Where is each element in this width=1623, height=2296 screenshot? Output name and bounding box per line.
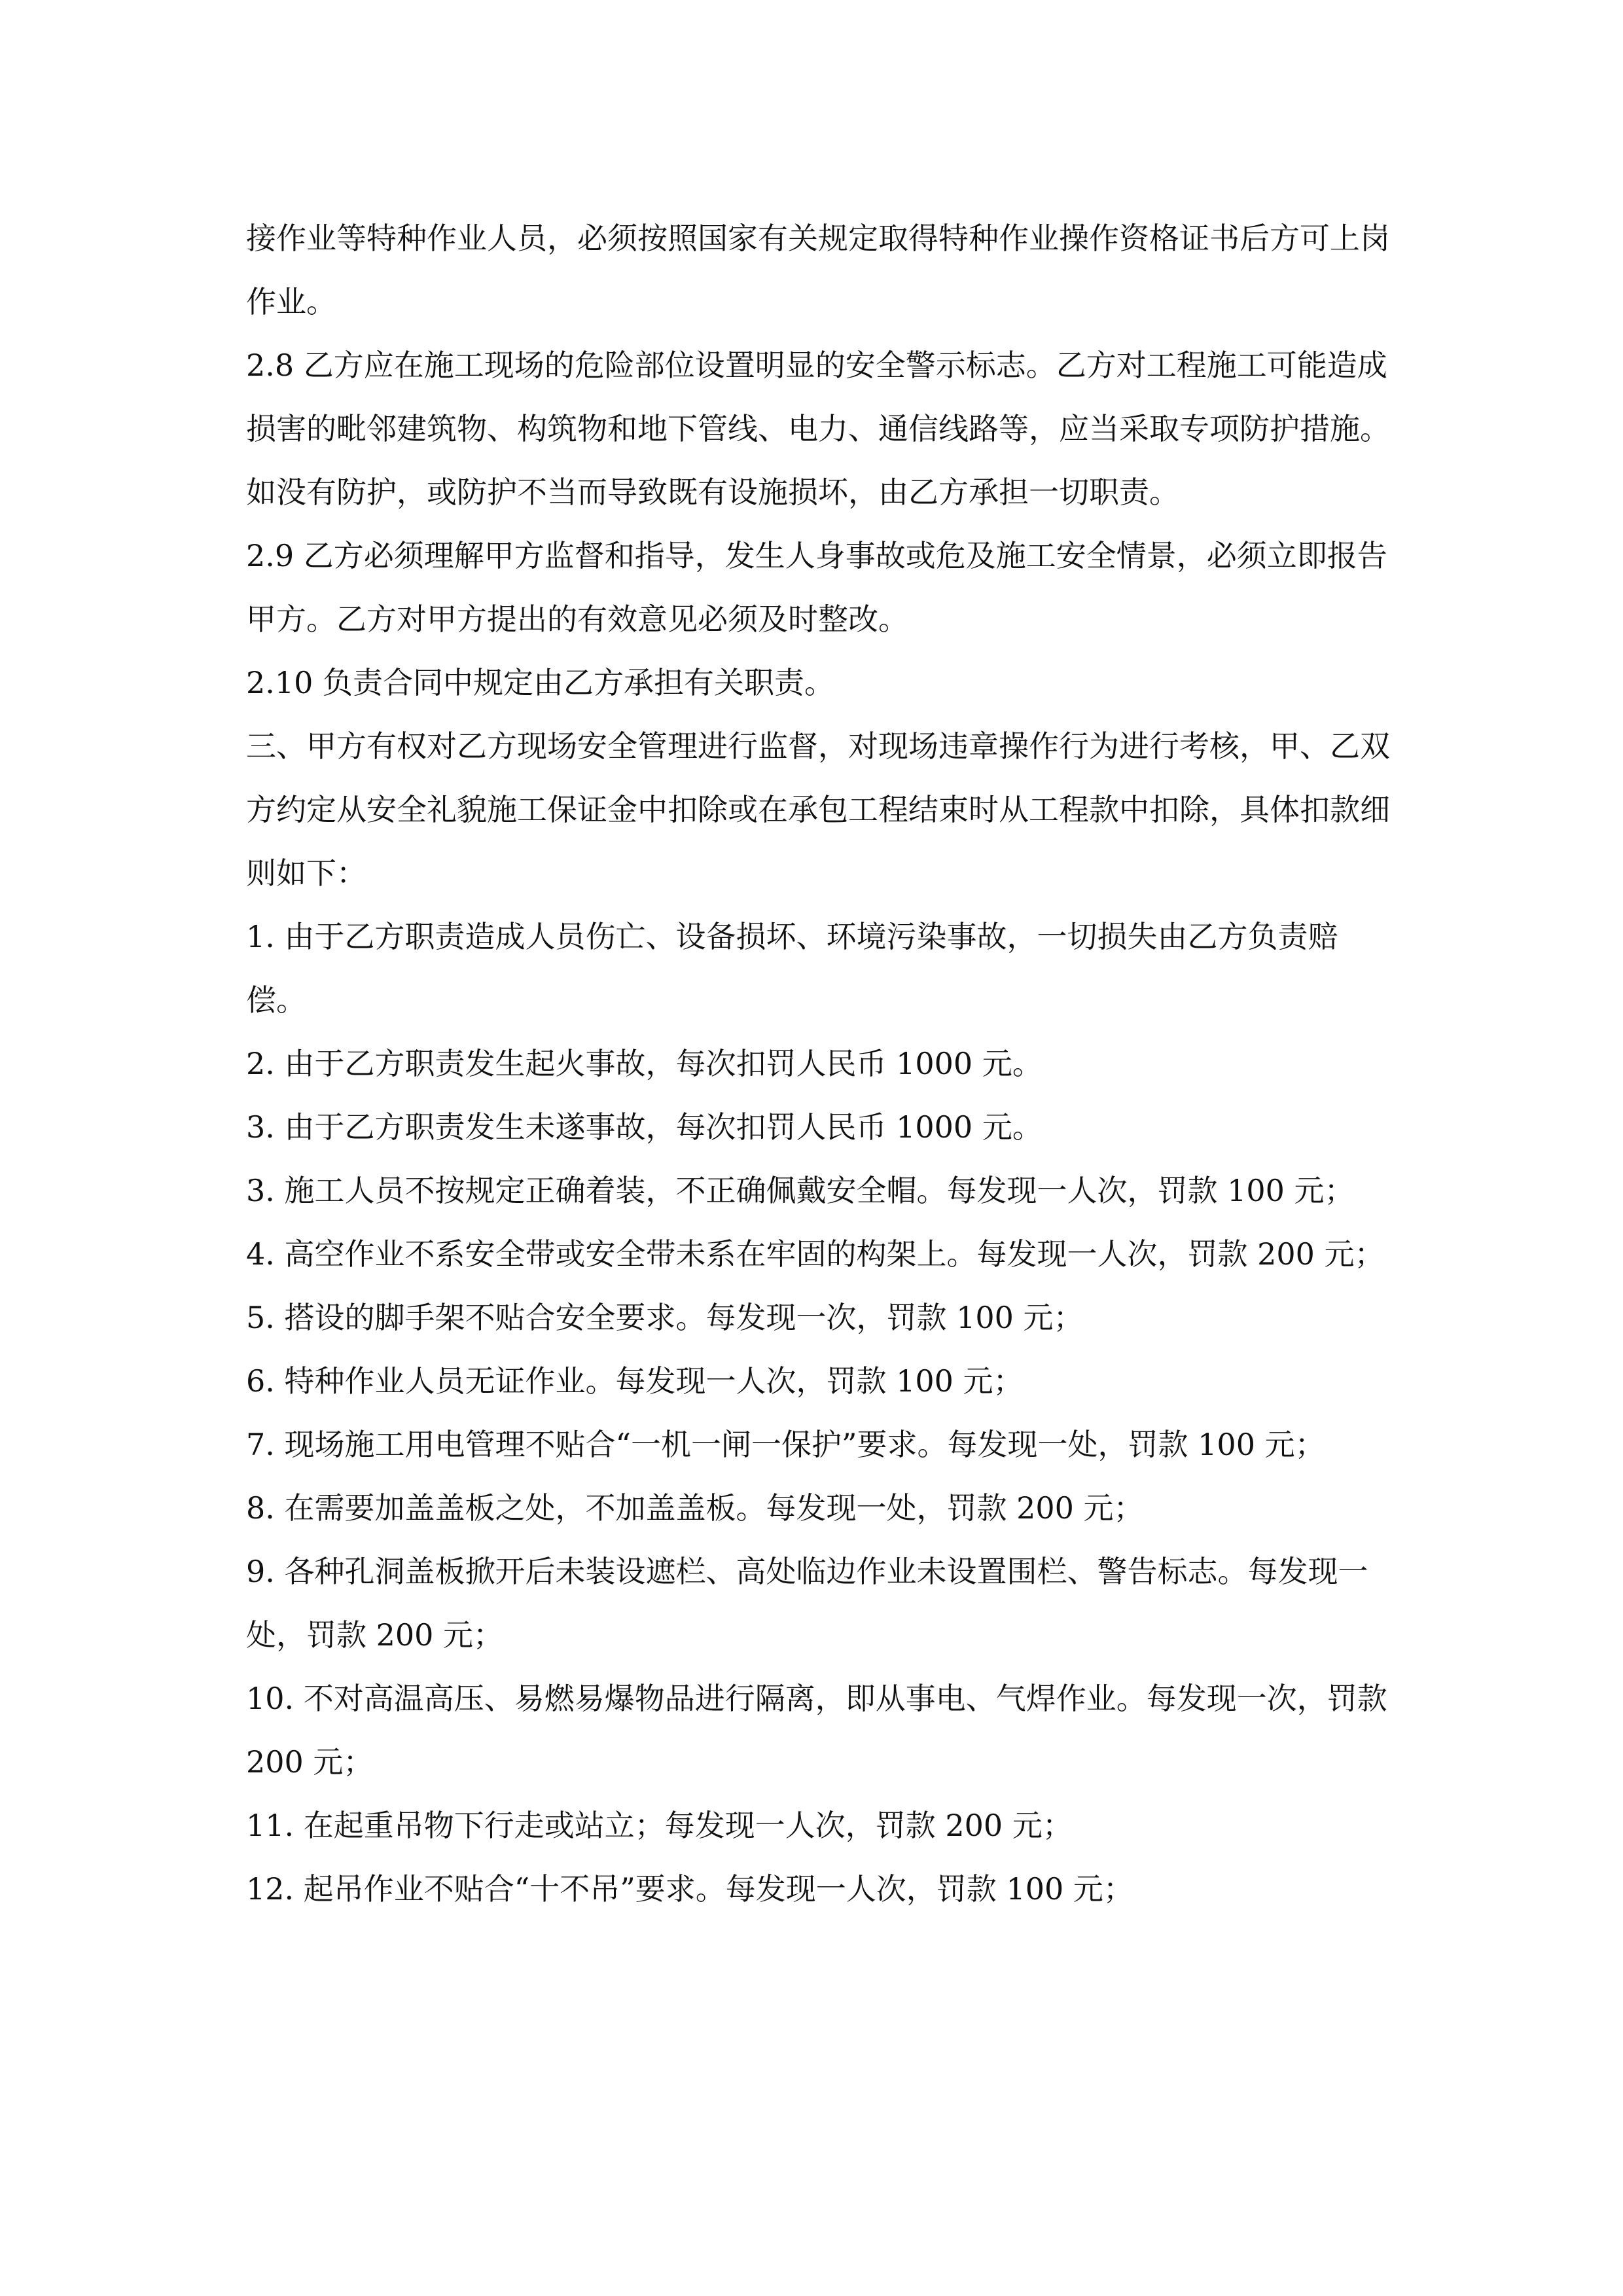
rule-item-11: 11. 在起重吊物下行走或站立；每发现一人次，罚款 200 元； (246, 1808, 1073, 1843)
rule-item-2: 2. 由于乙方职责发生起火事故，每次扣罚人民币 1000 元。 (246, 1046, 1043, 1081)
rule-item-3a: 3. 由于乙方职责发生未遂事故，每次扣罚人民币 1000 元。 (246, 1109, 1043, 1145)
rule-item-6: 6. 特种作业人员无证作业。每发现一人次，罚款 100 元； (246, 1363, 1024, 1399)
clause-2-10: 2.10 负责合同中规定由乙方承担有关职责。 (246, 665, 835, 700)
rule-item-10: 10. 不对高温高压、易燃易爆物品进行隔离，即从事电、气焊作业。每发现一次，罚款 200 元； (246, 1681, 1387, 1780)
paragraph-special-operators: 接作业等特种作业人员，必须按照国家有关规定取得特种作业操作资格证书后方可上岗作业。 (246, 221, 1390, 319)
rule-item-1: 1. 由于乙方职责造成人员伤亡、设备损坏、环境污染事故，一切损失由乙方负责赔偿。 (246, 919, 1338, 1018)
rule-item-5: 5. 搭设的脚手架不贴合安全要求。每发现一次，罚款 100 元； (246, 1300, 1084, 1335)
section-three-heading: 三、甲方有权对乙方现场安全管理进行监督，对现场违章操作行为进行考核，甲、乙双方约定从安全礼貌施工保证金中扣除或在承包工程结束时从工程款中扣除，具体扣款细则如下： (246, 728, 1390, 891)
rule-item-7: 7. 现场施工用电管理不贴合“一机一闸一保护”要求。每发现一处，罚款 100 元； (246, 1427, 1325, 1462)
rule-item-4: 4. 高空作业不系安全带或安全带未系在牢固的构架上。每发现一人次，罚款 200 元； (246, 1236, 1385, 1272)
rule-item-8: 8. 在需要加盖盖板之处，不加盖盖板。每发现一处，罚款 200 元； (246, 1490, 1144, 1526)
clause-2-8: 2.8 乙方应在施工现场的危险部位设置明显的安全警示标志。乙方对工程施工可能造成损害的毗邻建筑物、构筑物和地下管线、电力、通信线路等，应当采取专项防护措施。如没有防护，或防护不当而导致既有设施损坏，由乙方承担一切职责。 (246, 348, 1390, 510)
rule-item-3b: 3. 施工人员不按规定正确着装，不正确佩戴安全帽。每发现一人次，罚款 100 元； (246, 1173, 1355, 1208)
document-page (246, 207, 1398, 1921)
rule-item-12: 12. 起吊作业不贴合“十不吊”要求。每发现一人次，罚款 100 元； (246, 1871, 1133, 1907)
rule-item-9: 9. 各种孔洞盖板掀开后未装设遮栏、高处临边作业未设置围栏、警告标志。每发现一处，罚款 200 元； (246, 1554, 1368, 1653)
clause-2-9: 2.9 乙方必须理解甲方监督和指导，发生人身事故或危及施工安全情景，必须立即报告甲方。乙方对甲方提出的有效意见必须及时整改。 (246, 538, 1387, 637)
